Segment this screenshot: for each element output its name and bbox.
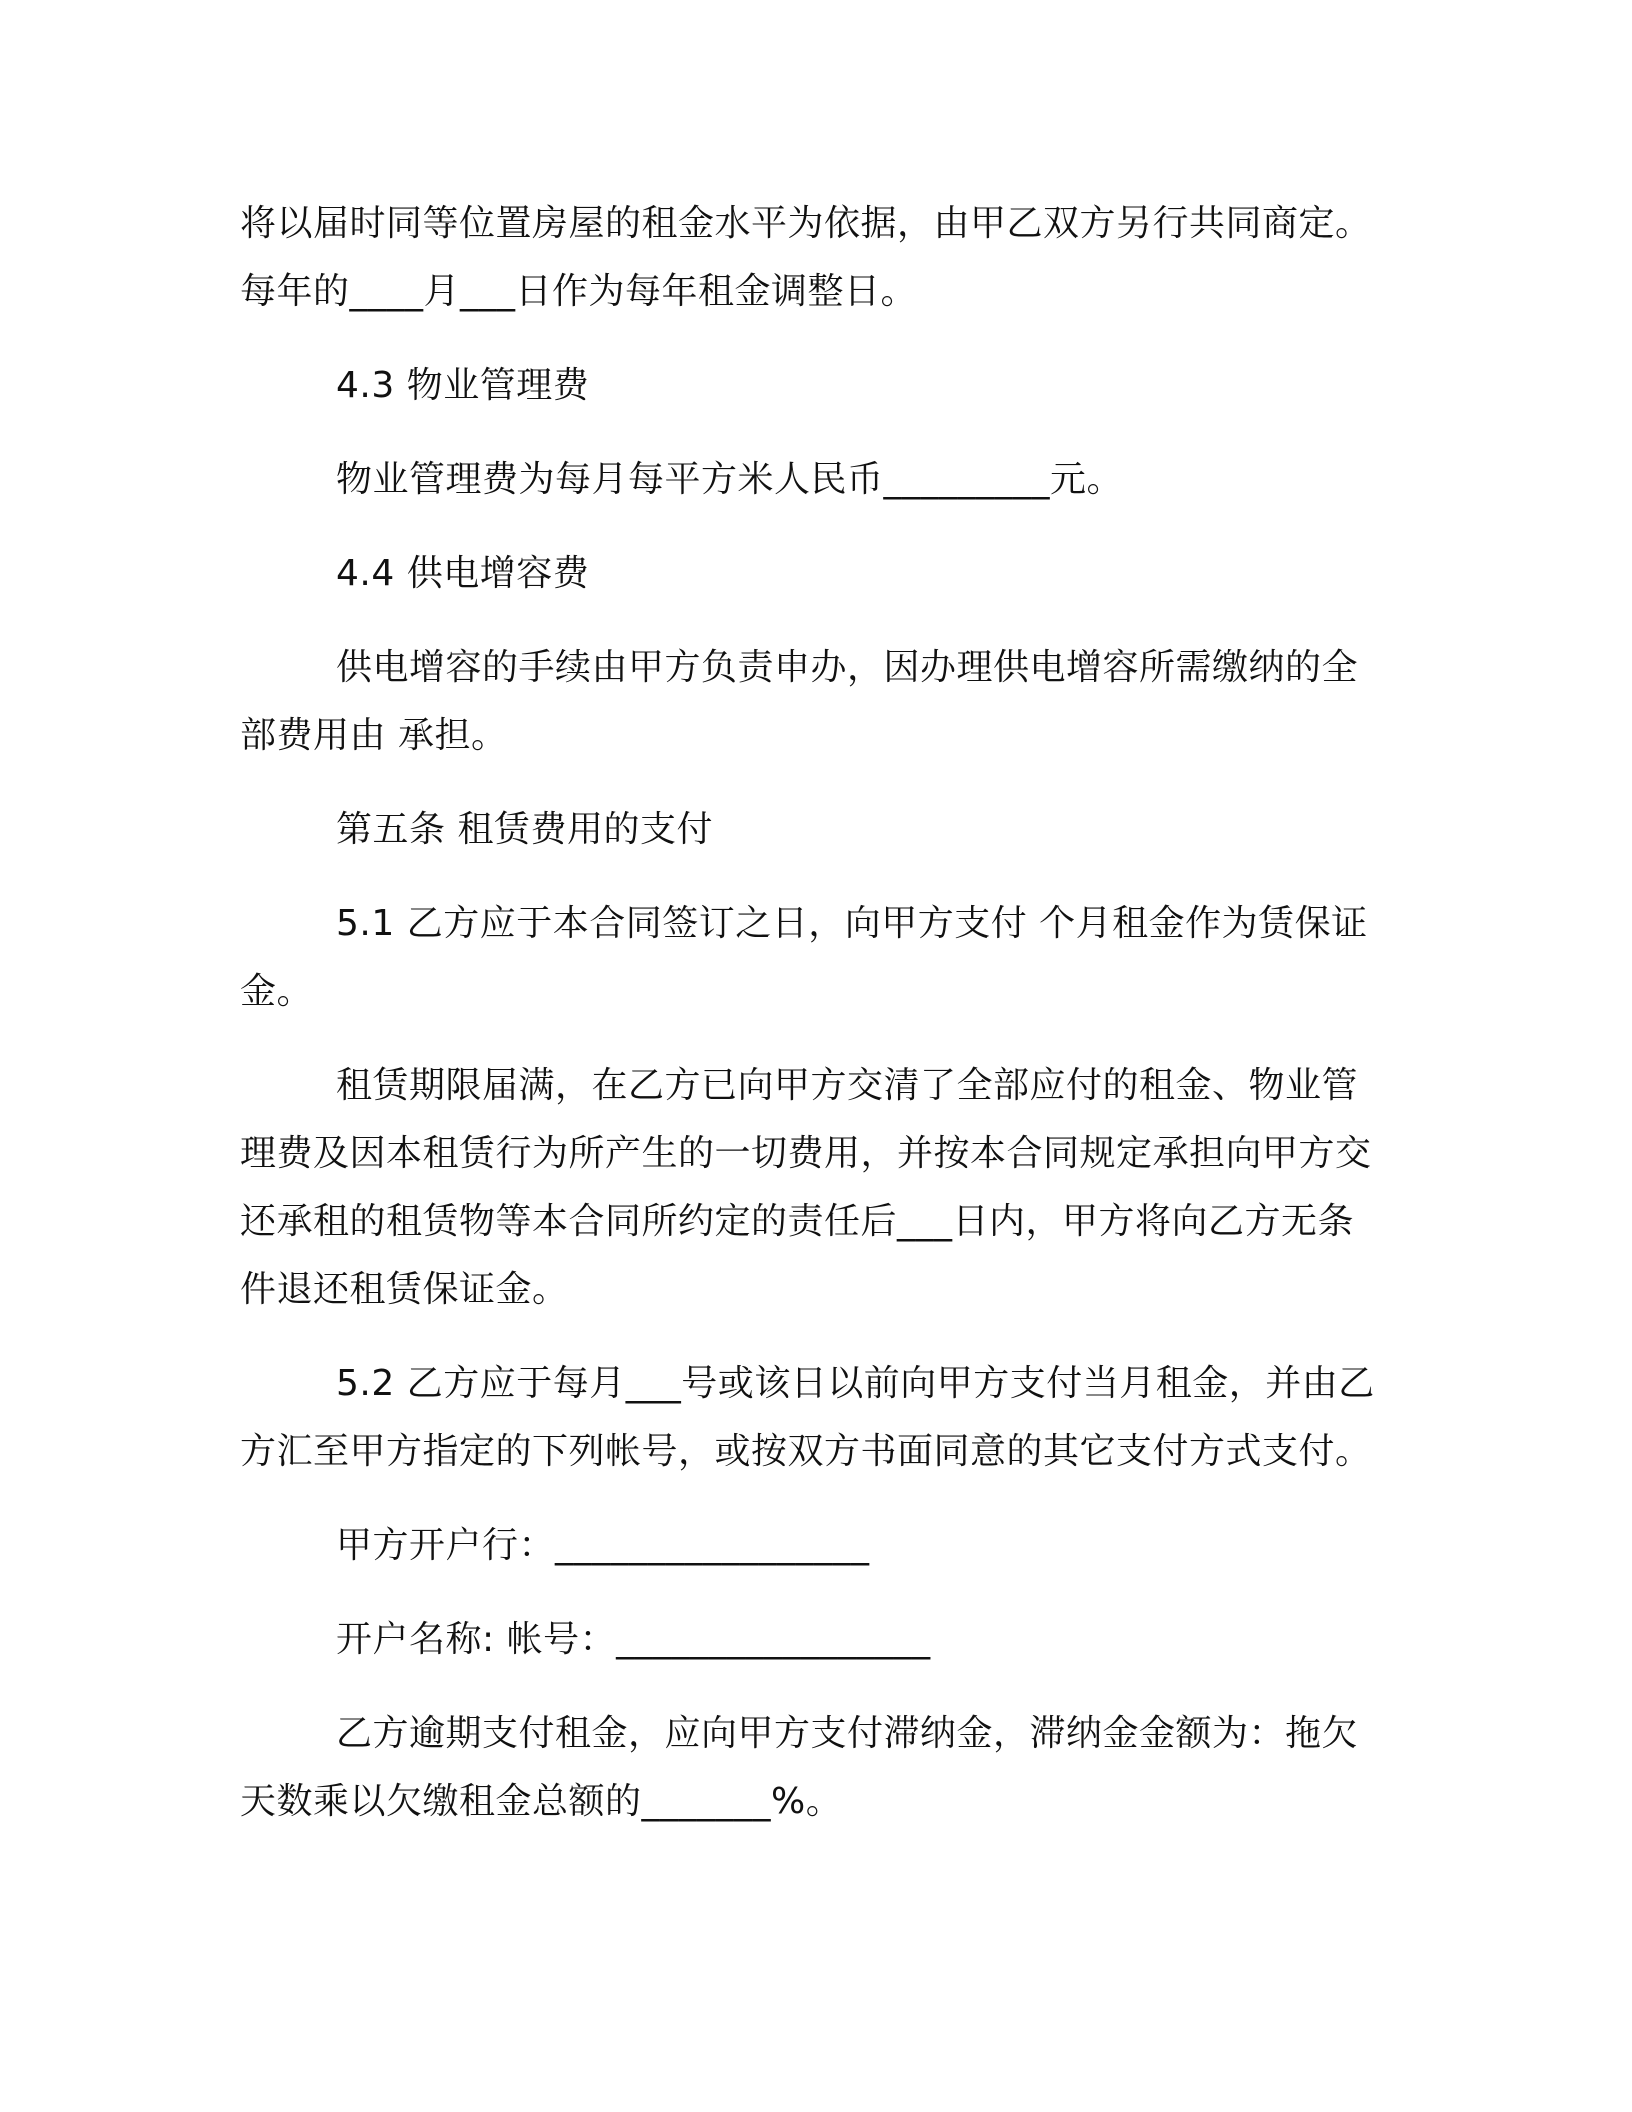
paragraph-bank: 甲方开户行：_________________ [336, 1525, 870, 1566]
paragraph-late-fee: 乙方逾期支付租金，应向甲方支付滞纳金，滞纳金金额为：拖欠天数乘以欠缴租金总额的_______%。 [240, 1713, 1359, 1822]
heading-property-fee: 4.3 物业管理费 [336, 365, 590, 406]
paragraph-deposit: 5.1 乙方应于本合同签订之日，向甲方支付 个月租金作为赁保证金。 [240, 903, 1368, 1012]
document-page [240, 190, 1390, 1862]
paragraph-power-capacity-fee: 供电增容的手续由甲方负责申办，因办理供电增容所需缴纳的全部费用由 承担。 [240, 647, 1359, 756]
paragraph-account: 开户名称: 帐号：_________________ [336, 1619, 931, 1660]
heading-article-five: 第五条 租赁费用的支付 [336, 809, 713, 850]
paragraph-monthly-payment: 5.2 乙方应于每月___号或该日以前向甲方支付当月租金，并由乙方汇至甲方指定的下列帐号，或按双方书面同意的其它支付方式支付。 [240, 1363, 1375, 1472]
heading-power-capacity-fee: 4.4 供电增容费 [336, 553, 590, 594]
paragraph-property-fee: 物业管理费为每月每平方米人民币_________元。 [336, 459, 1124, 500]
paragraph-deposit-refund: 租赁期限届满，在乙方已向甲方交清了全部应付的租金、物业管理费及因本租赁行为所产生的一切费用，并按本合同规定承担向甲方交还承租的租赁物等本合同所约定的责任后___日内，甲方将向乙方无条件退还租赁保证金。 [240, 1065, 1372, 1310]
paragraph-rent-adjustment: 将以届时同等位置房屋的租金水平为依据，由甲乙双方另行共同商定。每年的____月___日作为每年租金调整日。 [240, 203, 1372, 312]
